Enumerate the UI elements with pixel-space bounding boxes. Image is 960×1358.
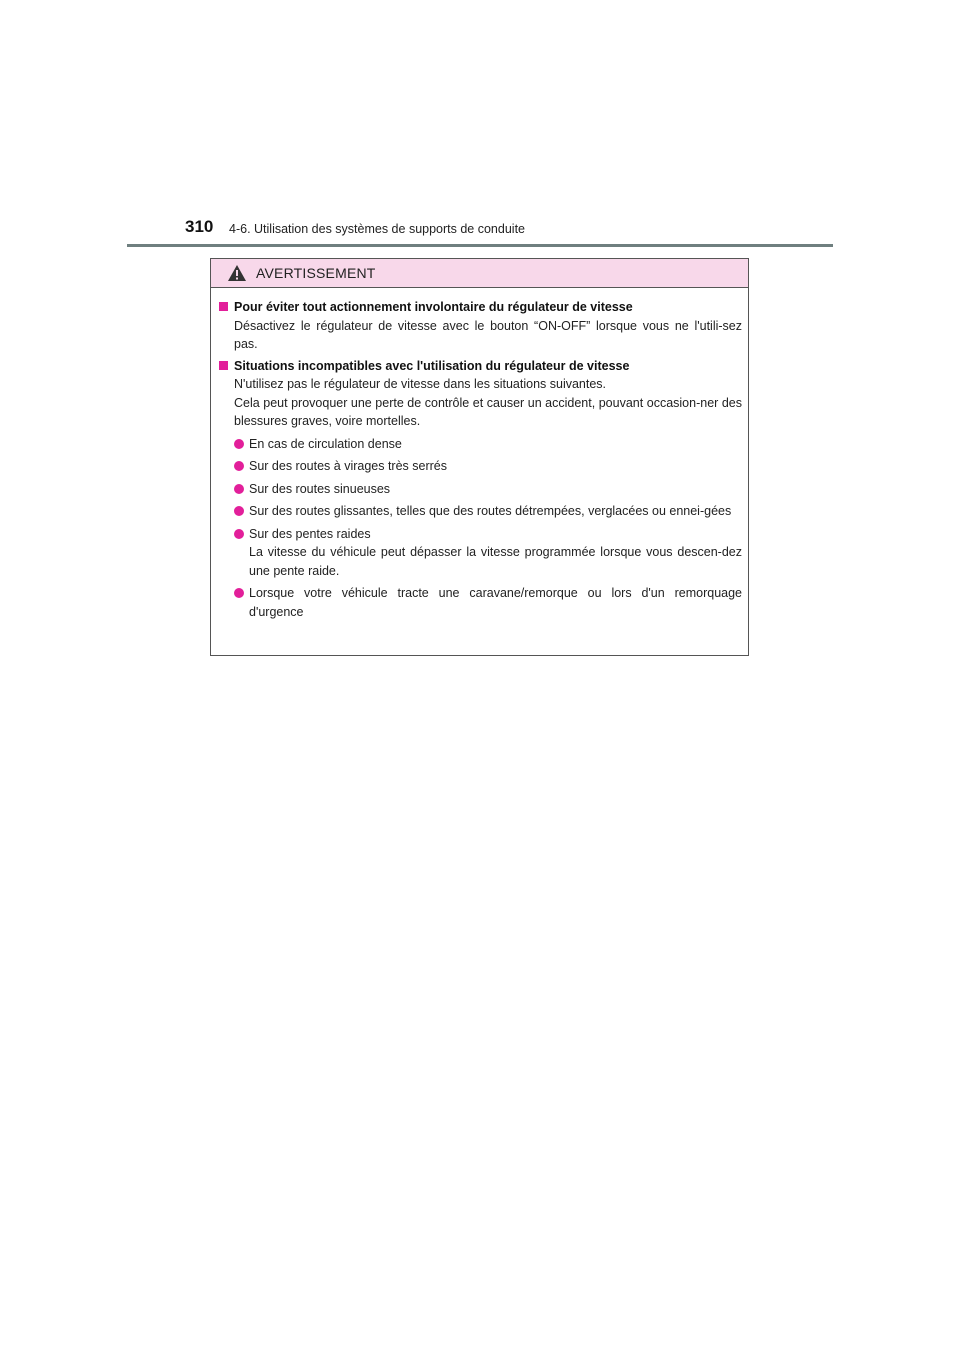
square-bullet-icon [219, 302, 228, 311]
warning-section [219, 357, 742, 622]
section-paragraph: Cela peut provoquer une perte de contrôle et causer un accident, pouvant occasion-ner des blessures graves, voire mortelles. [234, 395, 742, 428]
list-item [234, 435, 742, 454]
list-item-text [249, 457, 742, 476]
warning-box [210, 258, 749, 656]
section-paragraph: Désactivez le régulateur de vitesse avec le bouton “ON-OFF” lorsque vous ne l'utili-sez pas. [234, 318, 742, 351]
list-item-text [249, 525, 742, 581]
circle-bullet-icon [234, 484, 244, 494]
list-item-text [249, 584, 742, 621]
header-divider [127, 244, 833, 247]
circle-bullet-icon [234, 529, 244, 539]
section-paragraph: N'utilisez pas le régulateur de vitesse dans les situations suivantes. [234, 377, 607, 391]
list-item [234, 502, 742, 521]
list-item [234, 525, 742, 581]
warning-body [211, 288, 748, 621]
section-heading [219, 357, 742, 376]
page-number: 310 [185, 217, 214, 236]
list-item-line: Sur des routes sinueuses [249, 481, 391, 496]
list-item [234, 457, 742, 476]
list-item-text [249, 480, 742, 499]
bullet-list [219, 435, 742, 622]
square-bullet-icon [219, 361, 228, 370]
list-item [234, 584, 742, 621]
circle-bullet-icon [234, 461, 244, 471]
list-item-line: Sur des routes glissantes, telles que des routes détrempées, verglacées ou ennei-gées [249, 504, 732, 518]
list-item-text [249, 435, 742, 454]
list-item-text [249, 502, 742, 521]
list-item-line: En cas de circulation dense [249, 436, 402, 451]
list-item [234, 480, 742, 499]
warning-triangle-icon [227, 264, 247, 282]
section-heading [219, 298, 742, 317]
section-heading-text: Situations incompatibles avec l'utilisation du régulateur de vitesse [234, 358, 630, 373]
warning-title: AVERTISSEMENT [256, 265, 376, 281]
warning-section [219, 298, 742, 354]
circle-bullet-icon [234, 506, 244, 516]
circle-bullet-icon [234, 439, 244, 449]
section-heading-text: Pour éviter tout actionnement involontaire du régulateur de vitesse [234, 300, 633, 314]
warning-header [211, 259, 748, 288]
list-item-line: Sur des pentes raides [249, 526, 371, 541]
section-title: 4-6. Utilisation des systèmes de supports de conduite [229, 222, 525, 236]
list-item-line: Sur des routes à virages très serrés [249, 459, 447, 473]
list-item-line: Lorsque votre véhicule tracte une caravane/remorque ou lors d'un remorquage d'urgence [249, 586, 742, 619]
list-item-line: La vitesse du véhicule peut dépasser la vitesse programmée lorsque vous descen-dez une pente raide. [249, 545, 742, 578]
circle-bullet-icon [234, 588, 244, 598]
